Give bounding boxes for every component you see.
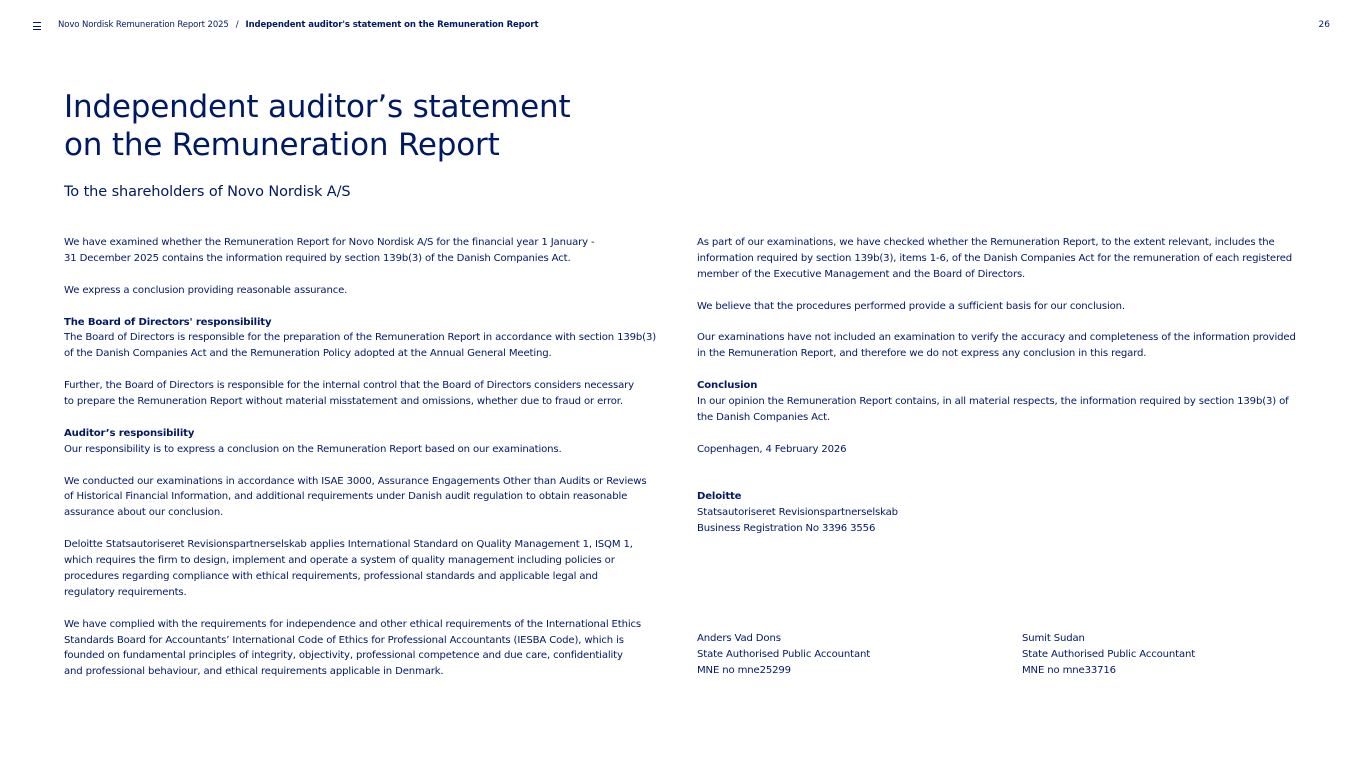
- intro-paragraph: [64, 235, 669, 267]
- text-line: Our examinations have not included an examination to verify the accuracy and completeness of the information provided: [697, 332, 1296, 344]
- signatory-title: State Authorised Public Accountant: [697, 648, 871, 660]
- right-column: [697, 235, 1327, 474]
- text-line: Standards Board for Accountants’ International Code of Ethics for Professional Accountants (IESBA Code), which is: [64, 634, 624, 646]
- auditor-paragraph-4: [64, 617, 669, 681]
- auditor-paragraph-3: [64, 537, 669, 601]
- text-line: the Danish Companies Act.: [697, 411, 831, 423]
- text-line: As part of our examinations, we have checked whether the Remuneration Report, to the extent relevant, includes the: [697, 237, 1275, 248]
- board-responsibility-heading: The Board of Directors' responsibility: [64, 316, 272, 328]
- firm-legal-name: Statsautoriseret Revisionspartnerselskab: [697, 506, 898, 518]
- text-line: In our opinion the Remuneration Report contains, in all material respects, the information required by section 139b(3) of: [697, 396, 1289, 408]
- page-number: 26: [1318, 20, 1330, 30]
- signatory-block: [1022, 631, 1195, 679]
- firm-registration: Business Registration No 3396 3556: [697, 522, 876, 534]
- page-title-line-1: Independent auditor’s statement: [64, 89, 571, 125]
- board-paragraph-1: [64, 330, 669, 362]
- page-title-line-2: on the Remuneration Report: [64, 127, 500, 163]
- breadcrumb: [58, 20, 538, 30]
- text-line: 31 December 2025 contains the information required by section 139b(3) of the Danish Companies Act.: [64, 252, 571, 264]
- text-line: Further, the Board of Directors is responsible for the internal control that the Board of Directors considers necessary: [64, 380, 634, 392]
- conclusion-heading: Conclusion: [697, 380, 758, 392]
- auditor-responsibility-heading: Auditor’s responsibility: [64, 427, 195, 439]
- text-line: information required by section 139b(3), items 1-6, of the Danish Companies Act for the remuneration of each registered: [697, 252, 1293, 264]
- board-paragraph-2: [64, 378, 669, 410]
- audit-firm-block: [697, 489, 898, 537]
- examination-paragraph: [697, 235, 1327, 283]
- text-line: The Board of Directors is responsible for the preparation of the Remuneration Report in accordance with section 139b(3): [64, 332, 656, 344]
- text-line: We have complied with the requirements for independence and other ethical requirements of the International Ethics: [64, 618, 641, 630]
- breadcrumb-report-link[interactable]: Novo Nordisk Remuneration Report 2025: [58, 20, 229, 30]
- page-subtitle: To the shareholders of Novo Nordisk A/S: [64, 184, 351, 200]
- text-line: founded on fundamental principles of integrity, objectivity, professional competence and due care, confidentiality: [64, 650, 623, 662]
- text-line: We conducted our examinations in accordance with ISAE 3000, Assurance Engagements Other than Audits or Reviews: [64, 475, 647, 487]
- left-column: [64, 235, 669, 696]
- basis-paragraph: We believe that the procedures performed provide a sufficient basis for our conclusion.: [697, 300, 1125, 312]
- firm-name: Deloitte: [697, 491, 742, 502]
- breadcrumb-current-section: Independent auditor's statement on the Remuneration Report: [245, 20, 539, 30]
- place-and-date: Copenhagen, 4 February 2026: [697, 443, 847, 455]
- text-line: assurance about our conclusion.: [64, 507, 224, 519]
- page-title: [64, 88, 570, 164]
- signatory-title: State Authorised Public Accountant: [1022, 648, 1196, 660]
- signatory-mne: MNE no mne25299: [697, 664, 791, 676]
- signatory-name: Sumit Sudan: [1022, 633, 1085, 644]
- text-line: to prepare the Remuneration Report without material misstatement and omissions, whether due to fraud or error.: [64, 396, 623, 408]
- conclusion-paragraph: [697, 394, 1327, 426]
- text-line: regulatory requirements.: [64, 586, 187, 598]
- breadcrumb-separator: /: [235, 20, 239, 30]
- text-line: member of the Executive Management and the Board of Directors.: [697, 268, 1026, 280]
- signatory-name: Anders Vad Dons: [697, 633, 781, 644]
- top-navigation-bar: [0, 0, 1365, 52]
- text-line: and professional behaviour, and ethical requirements applicable in Denmark.: [64, 666, 444, 678]
- signatory-mne: MNE no mne33716: [1022, 664, 1116, 676]
- text-line: in the Remuneration Report, and therefore we do not express any conclusion in this regard.: [697, 348, 1147, 360]
- scope-paragraph: [697, 330, 1327, 362]
- text-line: which requires the firm to design, implement and operate a system of quality management including policies or: [64, 555, 615, 567]
- conclusion-type-paragraph: We express a conclusion providing reasonable assurance.: [64, 284, 348, 296]
- signatory-block: [697, 631, 870, 679]
- hamburger-menu-icon[interactable]: [33, 19, 43, 33]
- auditor-paragraph-1: Our responsibility is to express a conclusion on the Remuneration Report based on our examinations.: [64, 443, 562, 455]
- text-line: Deloitte Statsautoriseret Revisionspartnerselskab applies International Standard on Quality Management 1, ISQM 1,: [64, 539, 633, 551]
- text-line: of Historical Financial Information, and additional requirements under Danish audit regulation to obtain reasonable: [64, 491, 628, 503]
- text-line: procedures regarding compliance with ethical requirements, professional standards and applicable legal and: [64, 570, 598, 582]
- text-line: We have examined whether the Remuneration Report for Novo Nordisk A/S for the financial year 1 January -: [64, 237, 595, 248]
- text-line: of the Danish Companies Act and the Remuneration Policy adopted at the Annual General Meeting.: [64, 348, 552, 360]
- auditor-paragraph-2: [64, 474, 669, 522]
